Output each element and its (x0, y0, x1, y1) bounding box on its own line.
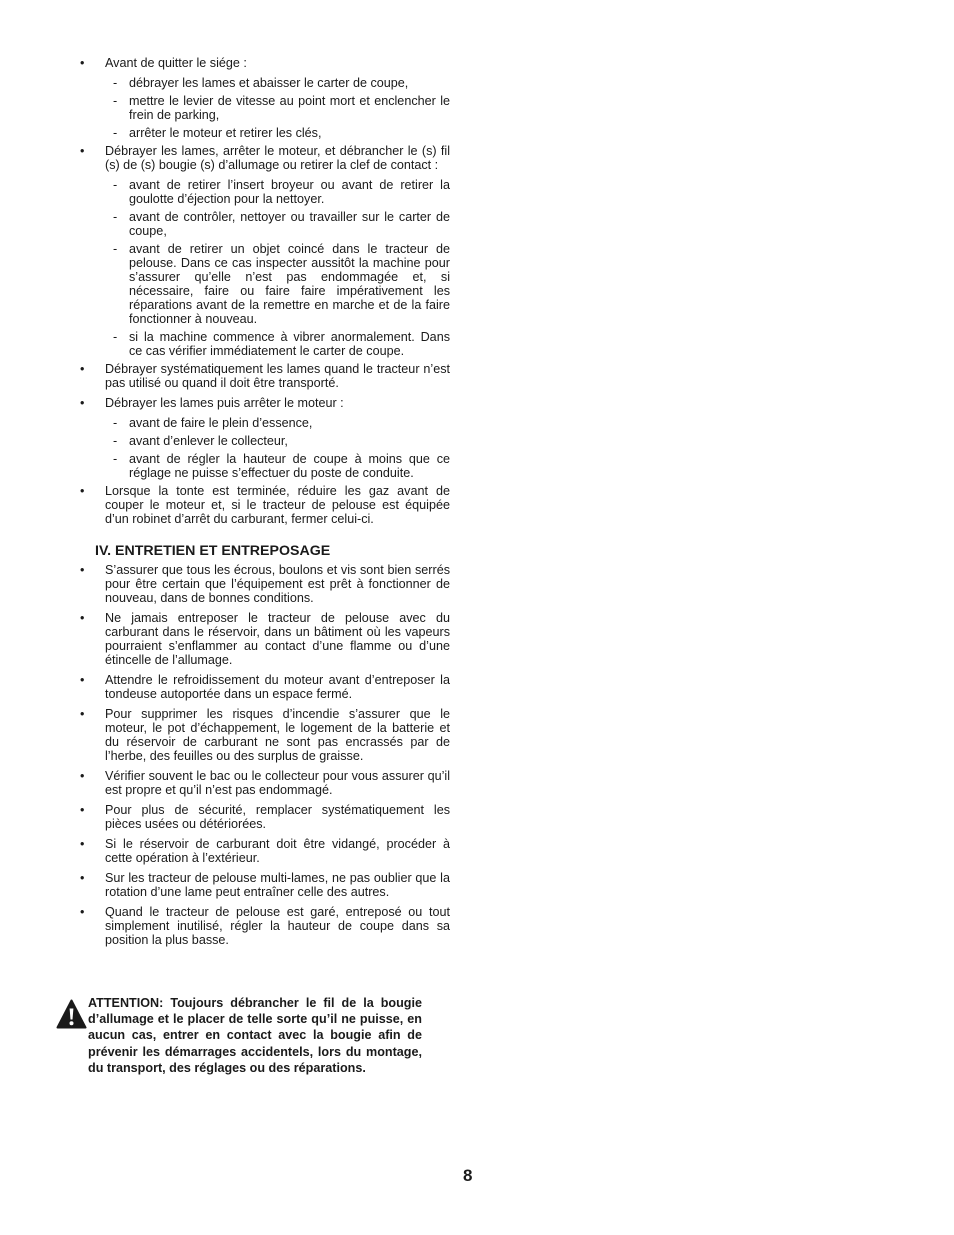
sub-item: - avant de contrôler, nettoyer ou travailler sur le carter de coupe, (104, 210, 450, 238)
text-column (80, 56, 450, 953)
safety-list (80, 56, 450, 526)
bullet-item: • Sur les tracteur de pelouse multi-lames, ne pas oublier que la rotation d’une lame peut entraîner celle des autres. (80, 871, 450, 899)
bullet-item: • Ne jamais entreposer le tracteur de pelouse avec du carburant dans le réservoir, dans un bâtiment où les vapeurs pourraient s’enflammer au contact d’une flamme ou d’une étincelle de l’allumage. (80, 611, 450, 667)
bullet-item: • Débrayer les lames puis arrêter le moteur : (80, 396, 450, 410)
sub-item: - avant de retirer un objet coincé dans le tracteur de pelouse. Dans ce cas inspecter aussitôt la machine pour s’assurer qu’elle n’est pas endommagée et, si nécessaire, faire ou faire faire impérativement les réparations avant de la remettre en marche et de la faire fonctionner à nouveau. (104, 242, 450, 326)
bullet-item: • Débrayer systématiquement les lames quand le tracteur n’est pas utilisé ou quand il doit être transporté. (80, 362, 450, 390)
sub-list (80, 178, 450, 358)
sub-item: - avant de régler la hauteur de coupe à moins que ce réglage ne puisse s’effectuer du poste de conduite. (104, 452, 450, 480)
bullet-item: • Quand le tracteur de pelouse est garé, entreposé ou tout simplement inutilisé, régler la hauteur de coupe dans sa position la plus basse. (80, 905, 450, 947)
bullet-item: • Lorsque la tonte est terminée, réduire les gaz avant de couper le moteur et, si le tracteur de pelouse est équipée d’un robinet d’arrêt du carburant, fermer celui-ci. (80, 484, 450, 526)
bullet-item: • Pour supprimer les risques d’incendie s’assurer que le moteur, le pot d’échappement, le logement de la batterie et du réservoir de carburant ne sont pas encrassés par de l’herbe, des feuilles ou des surplus de graisse. (80, 707, 450, 763)
bullet-item: • Vérifier souvent le bac ou le collecteur pour vous assurer qu’il est propre et qu’il n’est pas endommagé. (80, 769, 450, 797)
sub-item: - débrayer les lames et abaisser le carter de coupe, (104, 76, 450, 90)
sub-list (80, 76, 450, 140)
bullet-item: • S’assurer que tous les écrous, boulons et vis sont bien serrés pour être certain que l’équipement est prêt à fonctionner de nouveau, dans de bonnes conditions. (80, 563, 450, 605)
bullet-item: • Débrayer les lames, arrêter le moteur, et débrancher le (s) fil (s) de (s) bougie (s) d’allumage ou retirer la clef de contact : (80, 144, 450, 172)
bullet-item: • Avant de quitter le siége : (80, 56, 450, 70)
page-number: 8 (463, 1166, 473, 1185)
bullet-item: • Attendre le refroidissement du moteur avant d’entreposer la tondeuse autoportée dans un espace fermé. (80, 673, 450, 701)
sub-item: - mettre le levier de vitesse au point mort et enclencher le frein de parking, (104, 94, 450, 122)
section-heading: IV. ENTRETIEN ET ENTREPOSAGE (95, 543, 331, 559)
sub-item: - avant d’enlever le collecteur, (104, 434, 450, 448)
sub-item: - si la machine commence à vibrer anormalement. Dans ce cas vérifier immédiatement le carter de coupe. (104, 330, 450, 358)
sub-item: - avant de faire le plein d’essence, (104, 416, 450, 430)
bullet-item: • Pour plus de sécurité, remplacer systématiquement les pièces usées ou détériorées. (80, 803, 450, 831)
sub-item: - arrêter le moteur et retirer les clés, (104, 126, 450, 140)
warning-notice (56, 995, 422, 1076)
warning-text: ATTENTION: Toujours débrancher le fil de la bougie d’allumage et le placer de telle sorte qu’il ne puisse, en aucun cas, entrer en contact avec la bougie afin de prévenir les démarrages accidentels, lors du montage, du transport, des réglages ou des réparations. (88, 996, 422, 1075)
sub-item: - avant de retirer l’insert broyeur ou avant de retirer la goulotte d’éjection pour la nettoyer. (104, 178, 450, 206)
bullet-item: • Si le réservoir de carburant doit être vidangé, procéder à cette opération à l’extérieur. (80, 837, 450, 865)
warning-triangle-icon (56, 999, 87, 1029)
sub-list (80, 416, 450, 480)
maintenance-list (80, 563, 450, 947)
